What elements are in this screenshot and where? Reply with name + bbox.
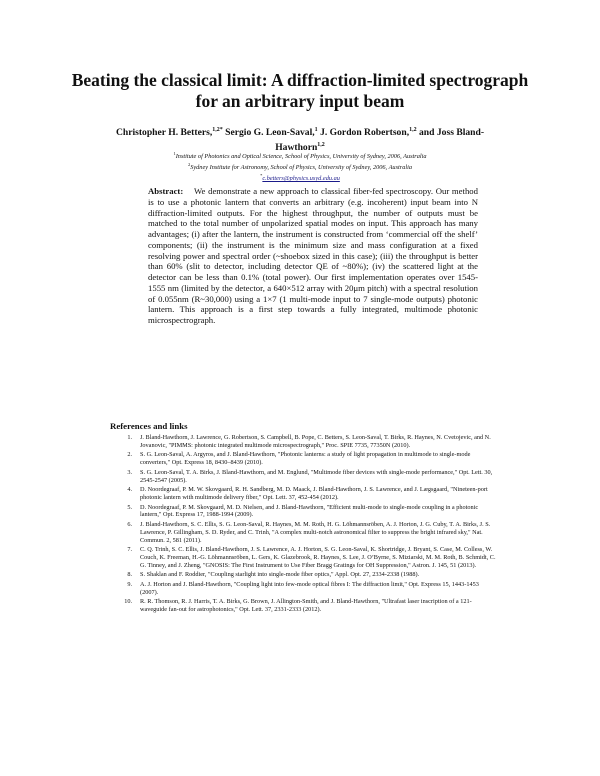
reference-item: 8. S. Shaklan and F. Roddier, "Coupling starlight into single-mode fiber optics," Appl. Opt. 27, 2334-2338 (1988). (127, 571, 420, 579)
email-link[interactable]: c.betters@physics.usyd.edu.au (262, 175, 340, 183)
author: Christopher H. Betters,$^{1,2*}$ (115, 127, 223, 139)
abstract-text: We demonstrate a new approach to classical fiber-fed spectroscopy. Our method is to use a photonic lantern that converts an arbitrary (e.g. incoherent) input beam into N diffraction-limited outputs. For the highest throughput, the number of outputs must be matched to the total number of unpolarized spatial modes on input. This approach has many advantages; (i) after the lantern, the instrument is constructed from ‘commercial off the shelf’ components; (ii) the instrument is the minimum size and mass configuration at a fixed resolving power and spectral order (~shoebox sized in this case); (iii) the throughput is better than 60% (slit to detector, including detector QE of ~80%); (iv) the scattered light at the detector can be less than 0.1% (total power). Our first implementation operates over 1545-1555 nm (limited by the detector, a 640×512 array with 20μm pitch) with a spectral resolution of 0.055nm (R~30,000) using a 1×7 (1 multi-mode input to 7 single-mode outputs) photonic lantern. This approach is a first step towards a fully integrated, multimode photonic microspectrograph. (148, 186, 478, 325)
reference-item: 3. S. G. Leon-Saval, T. A. Birks, J. Bland-Hawthorn, and M. Englund, "Multimode fiber devices with single-mode performance," Opt. Lett. 30, 2545-2547 (2005). (127, 468, 493, 484)
references-heading: References and links (110, 421, 188, 431)
reference-item: 5. D. Noordegraaf, P. M. Skovgaard, M. D. Nielsen, and J. Bland-Hawthorn, "Efficient multi-mode to single-mode coupling in a photonic lantern," Opt. Express 17, 1988-1994 (2009). (127, 503, 479, 519)
abstract-label: Abstract: (148, 186, 184, 196)
reference-item: 1. J. Bland-Hawthorn, J. Lawrence, G. Robertson, S. Campbell, B. Pope, C. Betters, S. Leon-Saval, T. Birks, R. Haynes, N. Cvetojevic, and N. Jovanovic, "PIMMS: photonic integrated multimode microspectrograph," Proc. SPIE 7735, 77350N (2010). (127, 434, 491, 449)
reference-item: 4. D. Noordegraaf, P. M. W. Skovgaard, R. H. Sandberg, M. D. Maack, J. Bland-Hawthorn, J. S. Lawrence, and J. Lægsgaard, "Nineteen-port photonic lantern with multimode delivery fiber," Opt. Lett. 37, 452-454 (2012). (127, 486, 488, 501)
affiliation-2: $^2$Sydney Institute for Astronomy, School of Physics, University of Sydney, 2006, Australia (187, 162, 413, 172)
affiliation-1: $^1$Institute of Photonics and Optical Science, School of Physics, University of Sydney, 2006, Australia (173, 151, 427, 161)
reference-list (110, 434, 498, 616)
author: J. Gordon Robertson,$^{1,2}$ (320, 127, 417, 139)
paper-title: Beating the classical limit: A diffraction-limited spectrograph for an arbitrary input beam (71, 70, 529, 111)
reference-item: 6. J. Bland-Hawthorn, S. C. Ellis, S. G. Leon-Saval, R. Haynes, M. M. Roth, H. G. Löhmannsröben, A. J. Horton, J. G. Cuby, T. A. Birks, J. S. Lawrence, P. Gillingham, S. D. Ryder, and C. Trinh, "A complex multi-notch astronomical filter to suppress the bright infrared sky," Nat. Commun. 2, 581 (2011). (127, 520, 491, 544)
reference-item: 2. S. G. Leon-Saval, A. Argyros, and J. Bland-Hawthorn, "Photonic lanterns: a study of light propagation in multimode to single-mode converters," Opt. Express 18, 8430–8439 (2010). (127, 451, 471, 467)
affiliations (90, 150, 510, 183)
reference-item: 7. C. Q. Trinh, S. C. Ellis, J. Bland-Hawthorn, J. S. Lawrence, A. J. Horton, S. G. Leon-Saval, K. Shortridge, J. Bryant, S. Case, M. Colless, W. Couch, K. Freeman, H.-G. Löhmannsröben, L. Gers, K. Glazebrook, R. Haynes, S. Lee, J. O’Byrne, S. Miziarski, M. M. Roth, B. Schmidt, C. G. Tinney, and J. Zheng, "GNOSIS: The First Instrument to Use Fiber Bragg Gratings for OH Suppression," Astron. J. 145, 51 (2013). (127, 546, 496, 569)
abstract (148, 186, 478, 326)
reference-item: 9. A. J. Horton and J. Bland-Hawthorn, "Coupling light into few-mode optical fibres I: The diffraction limit," Opt. Express 15, 1443-1453 (2007). (127, 580, 479, 596)
contact-email: *c.betters@physics.usyd.edu.au (260, 173, 340, 183)
author: Sergio G. Leon-Saval,$^1$ (225, 127, 318, 139)
reference-item: 10. R. R. Thomson, R. J. Harris, T. A. Birks, G. Brown, J. Allington-Smith, and J. Bland-Hawthorn, "Ultrafast laser inscription of a 121-waveguide fan-out for astrophotonics," Opt. Lett. 37, 2331-2333 (2012). (124, 598, 472, 614)
author: and Joss Bland-Hawthorn$^{1,2}$ (275, 127, 485, 154)
